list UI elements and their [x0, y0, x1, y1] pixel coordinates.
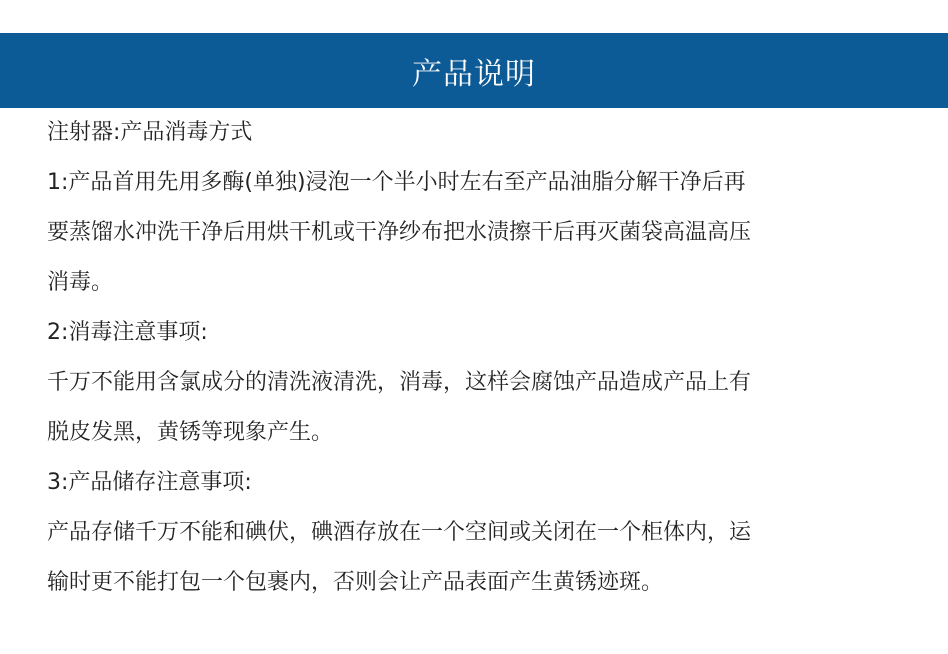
- text-line: 输时更不能打包一个包裹内，否则会让产品表面产生黄锈迹斑。: [47, 570, 664, 595]
- text-line: 脱皮发黑，黄锈等现象产生。: [47, 420, 334, 445]
- product-instructions: [47, 116, 867, 616]
- text-line: 1:产品首用先用多酶(单独)浸泡一个半小时左右至产品油脂分解干净后再: [47, 170, 746, 195]
- header-banner: [0, 33, 948, 108]
- text-line: 千万不能用含氯成分的清洗液清洗，消毒，这样会腐蚀产品造成产品上有: [47, 370, 752, 395]
- section-heading-storage-notes: 3:产品储存注意事项:: [47, 470, 252, 495]
- text-line: 产品存储千万不能和碘伏，碘酒存放在一个空间或关闭在一个柜体内，运: [47, 520, 752, 545]
- text-line: 消毒。: [47, 270, 114, 295]
- section-heading-disinfection-notes: 2:消毒注意事项:: [47, 320, 208, 345]
- text-line: 要蒸馏水冲洗干净后用烘干机或干净纱布把水渍擦干后再灭菌袋高温高压: [47, 220, 752, 245]
- page-title: 产品说明: [412, 56, 536, 92]
- section-heading-disinfection-method: 注射器:产品消毒方式: [47, 120, 253, 145]
